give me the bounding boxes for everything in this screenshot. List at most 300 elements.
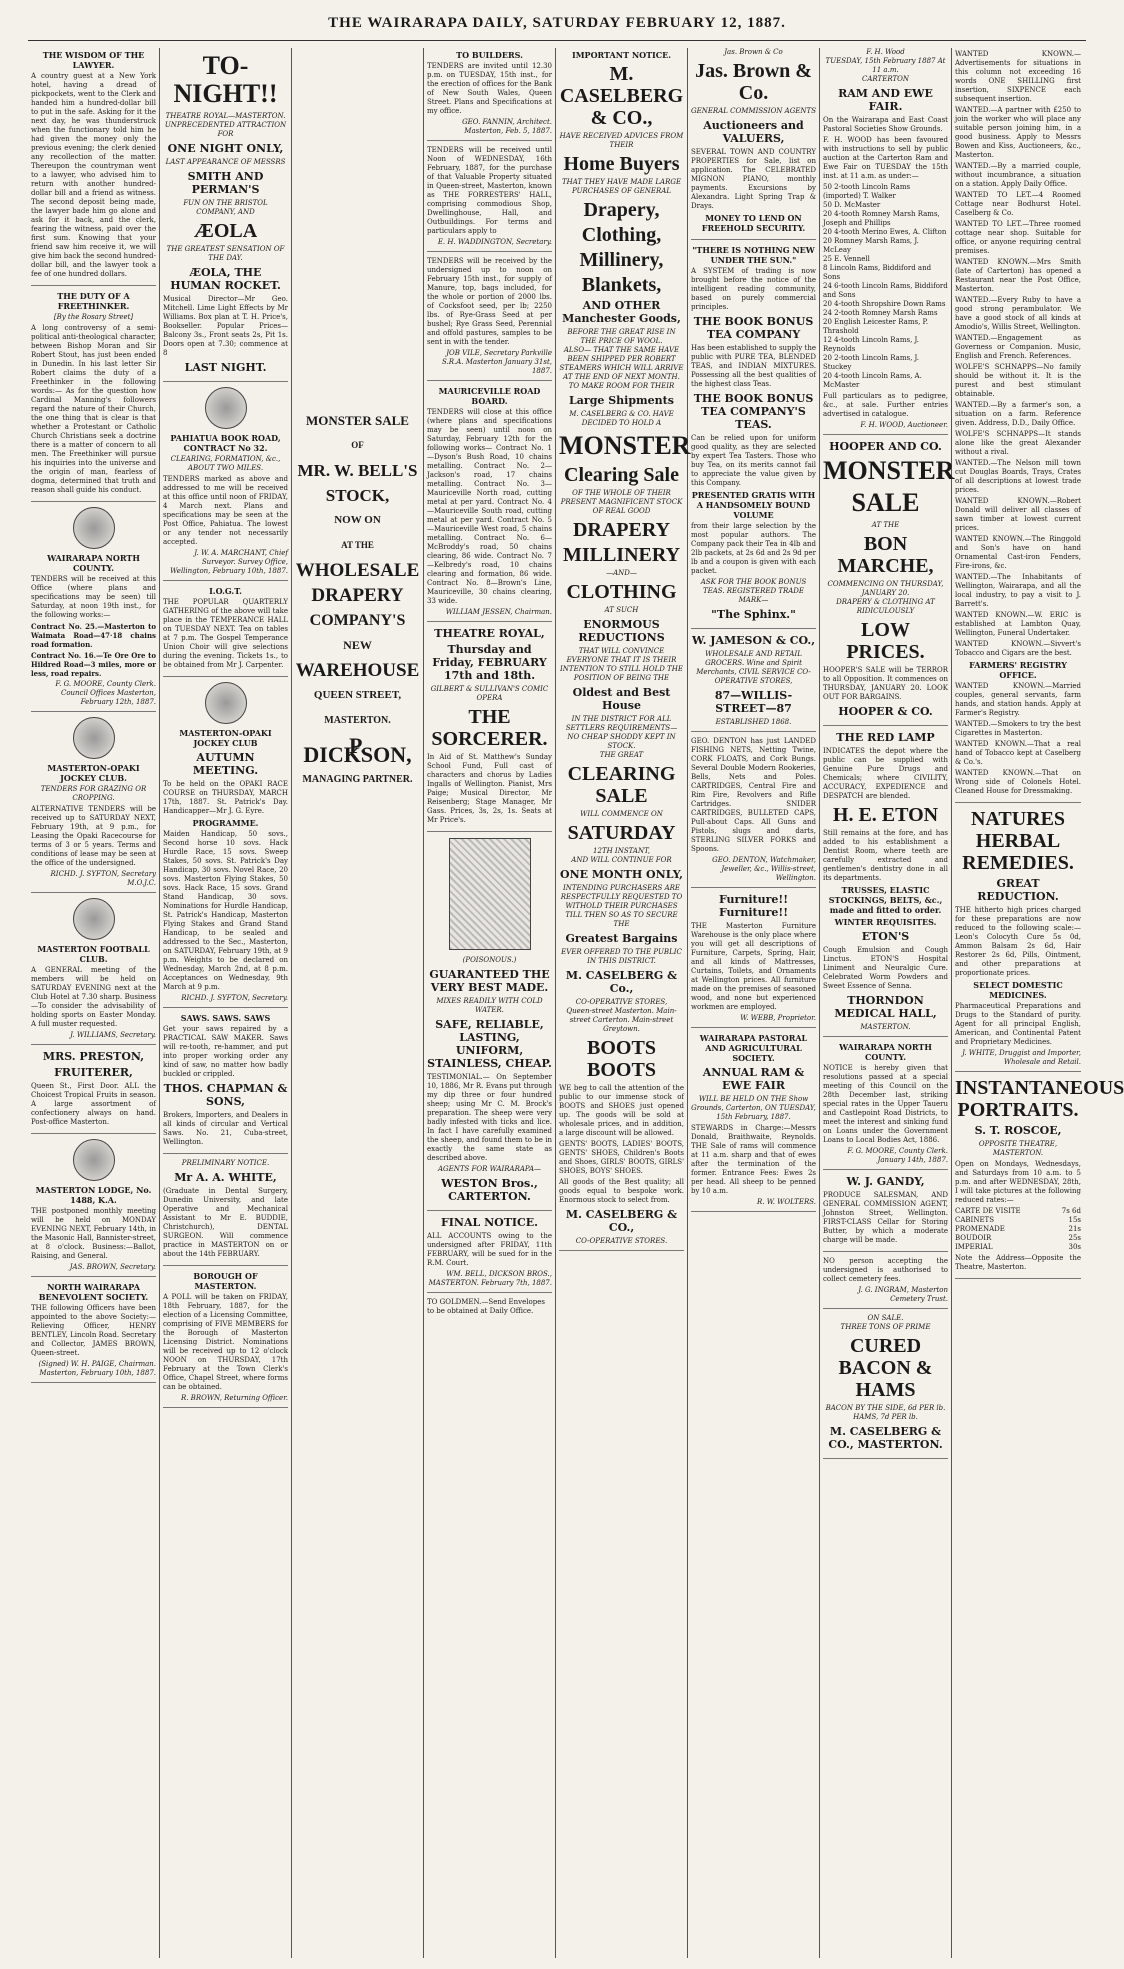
wanted-ad: WANTED.—By a farmer's son, a situation on a farm. Reference given. Address, D.D., Daily Office. bbox=[955, 401, 1081, 427]
poison-label: (POISONOUS.) bbox=[462, 956, 517, 964]
tonight-line3: LAST APPEARANCE OF MESSRS bbox=[165, 158, 286, 166]
etons-head: ETON'S bbox=[861, 930, 910, 943]
gandy-head: W. J. GANDY, bbox=[846, 1175, 925, 1188]
autumn-prog: PROGRAMME. bbox=[192, 818, 259, 828]
eton-head: H. E. ETON bbox=[832, 804, 939, 826]
theatre-title: THE SORCERER. bbox=[431, 706, 548, 750]
column-2 bbox=[160, 48, 292, 1958]
weston-sub: AGENTS FOR WAIRARAPA— bbox=[437, 1165, 542, 1173]
dip-ad bbox=[427, 838, 552, 1211]
autumn-signature: RICHD. J. SYFTON, Secretary. bbox=[181, 994, 288, 1002]
bell-line-6: AT THE bbox=[341, 540, 374, 550]
jameson-addr: 87—WILLIS-STREET—87 bbox=[714, 689, 793, 715]
mauriceville-signature: WILLIAM JESSEN, Chairman. bbox=[445, 608, 552, 616]
preston-sub: FRUITERER, bbox=[54, 1066, 133, 1079]
opaki-text: ALTERNATIVE TENDERS will be received up to SATURDAY NEXT, February 19th, at 9 p.m., for Leasing the Opaki Racecourse for terms of 3 or 5 years. Terms and conditions of lease may be seen at the office of the undersigned. bbox=[31, 805, 156, 867]
wanted-ad: WANTED KNOWN.—Robert Donald will deliver all classes of sawn timber at lowest current prices. bbox=[955, 497, 1081, 532]
roscoe-ad bbox=[955, 1077, 1124, 1279]
bonus-tea-ad bbox=[691, 245, 816, 629]
sheep-lot: 20 4-tooth Merino Ewes, A. Clifton bbox=[823, 228, 947, 236]
bell-line-3: MR. W. BELL'S bbox=[297, 461, 418, 480]
white-head: Mr A. A. WHITE, bbox=[174, 1171, 277, 1184]
furniture-head: Furniture!! Furniture!! bbox=[718, 893, 789, 919]
wood-sub: CARTERTON bbox=[861, 75, 910, 83]
nothing-new: "THERE IS NOTHING NEW UNDER THE SUN." bbox=[692, 245, 815, 265]
preston-head: MRS. PRESTON, bbox=[42, 1050, 145, 1063]
jameson-est: ESTABLISHED 1868. bbox=[715, 718, 792, 726]
county-2-head: WAIRARAPA NORTH COUNTY. bbox=[839, 1042, 932, 1062]
final-signature: WM. BELL, DICKSON BROS., MASTERTON. February 7th, 1887. bbox=[428, 1270, 552, 1287]
borough-signature: R. BROWN, Returning Officer. bbox=[180, 1394, 288, 1402]
bell-line-10: NEW bbox=[343, 638, 372, 652]
wanted-ad: WANTED KNOWN.—W. ERIC is established at Lambton Quay, Wellington, Funeral Undertaker. bbox=[955, 611, 1081, 637]
caselberg-atsuch: AT SUCH bbox=[604, 606, 639, 614]
sheep-lot: 24 2-tooth Romney Marsh Rams bbox=[823, 309, 938, 317]
sheep-lot: 12 4-tooth Lincoln Rams, J. Reynolds bbox=[823, 336, 920, 353]
county-signature: F. G. MOORE, County Clerk. Council Offices Masterton, February 12th, 1887. bbox=[55, 680, 156, 706]
pastoral-ad bbox=[691, 1033, 816, 1212]
bell-line-13: MASTERTON. bbox=[324, 715, 391, 726]
caselberg-instant: 12TH INSTANT, bbox=[593, 847, 650, 855]
sphinx-sub: ASK FOR THE BOOK BONUS TEAS. REGISTERED TRADE MARK— bbox=[700, 578, 807, 604]
bacon-onsale: ON SALE. bbox=[867, 1314, 904, 1322]
benev-signature: (Signed) W. H. PAIGE, Chairman. Masterton, February 10th, 1887. bbox=[38, 1360, 156, 1377]
column-5 bbox=[556, 48, 691, 1958]
autumn-meeting bbox=[163, 682, 288, 1008]
cemetery-notice bbox=[823, 1257, 948, 1309]
caselberg-month: ONE MONTH ONLY, bbox=[559, 868, 683, 881]
football-notice bbox=[31, 898, 156, 1045]
price-size: BOUDOIR bbox=[955, 1234, 992, 1242]
natures-head: NATURES HERBAL REMEDIES. bbox=[962, 808, 1074, 874]
column-7-top: F. H. Wood bbox=[866, 48, 905, 56]
forresters-text: TENDERS will be received until Noon of WEDNESDAY, 16th February, 1887, for the purchase of that Valuable Property situated in Queen-street, Masterton, known as THE FORRESTERS' HALL, comprising commodious Shop, Dwellinghouse, Hall, and Outbuildings. For terms and particulars apply to bbox=[427, 146, 552, 235]
ram-fair-sub: WILL BE HELD ON THE Show Grounds, Carterton, ON TUESDAY, 15th February, 1887. bbox=[691, 1095, 816, 1121]
denton-ad bbox=[691, 737, 816, 888]
caselberg-clearing-2: CLEARING SALE bbox=[567, 763, 676, 807]
caselberg-clearing: Clearing Sale bbox=[564, 464, 679, 486]
guarantee-list: SAFE, RELIABLE, LASTING, UNIFORM, STAINLESS, CHEAP. bbox=[427, 1018, 552, 1070]
wanted-ad: WANTED KNOWN.—That a real hand of Tobacco kept at Caselberg & Co.'s. bbox=[955, 740, 1081, 766]
roscoe-note: Note the Address—Opposite the Theatre, Masterton. bbox=[955, 1254, 1081, 1271]
wanted-ad: WANTED KNOWN.—Married couples, general servants, farm hands, and station hands. Apply at Farmer's Registry. bbox=[955, 682, 1081, 717]
boots-note: All goods of the Best quality; all goods equal to bespoke work. Enormous stock to select from. bbox=[559, 1178, 684, 1204]
masthead: THE WAIRARAPA DAILY, SATURDAY FEBRUARY 12, 1887. bbox=[328, 15, 786, 31]
pahiatua-text: TENDERS marked as above and addressed to me will be received at this office until noon of FRIDAY, 4 March next. Plans and specifications may be seen at the Post Office, Pahiatua. The lowest or any tender not necessarily accepted. bbox=[163, 475, 288, 546]
wood-text: F. H. WOOD has been favoured with instructions to sell by public auction at the Carterton Ram and Ewe Fair on TUESDAY the 15th inst. at 11 a.m. as under:— bbox=[823, 136, 948, 180]
saws-ad bbox=[163, 1013, 288, 1154]
jameson-sub: WHOLESALE AND RETAIL GROCERS. Wine and Spirit Merchants, CIVIL SERVICE CO-OPERATIVE STORES, bbox=[696, 650, 811, 685]
horse-icon bbox=[73, 717, 115, 759]
sheep-lot: 25 E. Vennell bbox=[823, 255, 870, 263]
mauriceville-text: TENDERS will close at this office (where plans and specifications may be seen) until noon on Saturday, February 12th for the following works— Contract No. 1—Dyson's Bush Road, 10 chains metalling. Contract No. 2—Jackson's road, 17 chains metalling. Contract No. 3—Mauriceville North road, cutting metal at per yard. Contract No. 4—Mauriceville South road, cutting metal at per yard. Contract No. 5—Mauriceville West road, 5 chains metalling. Contract No. 6—McBroddy's road, 50 chains clearing, 86 wide. Contract No. 7—Kelbredy's road, 10 chains clearing and formation, 86 wide. Contract No. 8—Brown's Line, Mauriceville, 30 chains clearing, 33 wide. bbox=[427, 408, 552, 605]
caselberg-advices: HAVE RECEIVED ADVICES FROM THEIR bbox=[559, 132, 684, 149]
county-2-text: NOTICE is hereby given that resolutions passed at a special meeting of this Council on the 28th December last, striking special rates in the Upper Taueru and Castlepoint Road Districts, to meet the interest and sinking fund on Loans under the Government Loans to Local Bodies Act, 1886. bbox=[823, 1064, 948, 1144]
wood-date: TUESDAY, 15th February 1887 At 11 a.m. bbox=[825, 57, 946, 74]
iogt-notice bbox=[163, 586, 288, 677]
sheep-lot: 50 D. McMaster bbox=[823, 201, 881, 209]
racehorse-icon bbox=[205, 682, 247, 724]
benevolent-notice bbox=[31, 1282, 156, 1383]
boots-coop: CO-OPERATIVE STORES. bbox=[575, 1237, 668, 1245]
caselberg-goods-2: Clothing, bbox=[581, 224, 662, 246]
caselberg-convince: THAT WILL CONVINCE EVERYONE THAT IT IS THEIR INTENTION TO STILL HOLD THE POSITION OF BEING THE bbox=[560, 647, 683, 682]
caselberg-addresses: Queen-street Masterton. Main-street Carterton. Main-street Greytown. bbox=[566, 1007, 677, 1033]
theatre-ad bbox=[427, 627, 552, 832]
price-value: 7s 6d bbox=[1061, 1207, 1081, 1215]
wanted-ad: WANTED TO LET.—4 Roomed Cottage near Bodhurst Hotel. Caselberg & Co. bbox=[955, 191, 1081, 217]
caselberg-oldest: Oldest and Best House bbox=[572, 686, 671, 712]
caselberg-clothing: CLOTHING bbox=[566, 581, 677, 603]
columns bbox=[28, 48, 1124, 1958]
borough-head: BOROUGH OF MASTERTON. bbox=[193, 1271, 258, 1291]
wanted-ad: WANTED.—By a married couple, without incumbrance, a situation on a station. Apply Daily Office. bbox=[955, 162, 1081, 188]
pahiatua-head: PAHIATUA BOOK ROAD, CONTRACT No 32. bbox=[170, 433, 281, 453]
theatre-head: THEATRE ROYAL, bbox=[434, 627, 545, 640]
tonight-head: TO-NIGHT!! bbox=[173, 51, 278, 108]
caselberg-coop: CO-OPERATIVE STORES, bbox=[575, 998, 668, 1006]
builders-signature: GEO. FANNIN, Architect. Masterton, Feb. 5, 1887. bbox=[462, 118, 552, 135]
caselberg-millinery: MILLINERY bbox=[562, 544, 681, 566]
final-notice bbox=[427, 1216, 552, 1293]
column-3 bbox=[292, 48, 424, 1958]
bonus-present-text: from their large selection by the most popular authors. The Company pack their Tea in 4lb and 2lb packets, at 2s 6d and 2s 9d per lb and a coupon is given with each packet. bbox=[691, 522, 816, 575]
wisdom-text: A country guest at a New York hotel, having a dread of pickpockets, went to the Clerk and handed him a hundred-dollar bill to put in the safe. Asking for it the next day, he was thunderstruck when the functionary told him he had given the money only the previous evening; the clerk denied any recollection of the matter. Thereupon the countryman went to a lawyer, who advised him to return with another hundred-dollar bill and a friend as witness. The second deposit being made, the lawyer bade him go alone and ask for it back, and the clerk, fearing the witness, paid over the first sum. Knowing that your friend saw him receive it, we will give him back the second hundred-dollar bill, and the lawyer took a fee of one hundred dollars. bbox=[31, 72, 156, 278]
price-value: 15s bbox=[1068, 1216, 1081, 1224]
brown-money: MONEY TO LEND ON FREEHOLD SECURITY. bbox=[701, 213, 806, 233]
masthead-rule bbox=[28, 40, 1086, 41]
wanted-ad: WANTED KNOWN.—That on Wrong side of Colonels Hotel. Cleaned House for Dressmaking. bbox=[955, 769, 1081, 795]
white-text: (Graduate in Dental Surgery, Dunedin University, and late Operative and Mechanical Assistant to Mr E. BUDDIE, Christchurch), DENTAL SURGEON. Will commence practice in MASTERTON on or about the 14th FEBRUARY. bbox=[163, 1187, 288, 1258]
natures-text: THE hitherto high prices charged for these preparations are now reduced to the following scale:— Leon's Colocyth Cure 5s 0d, Ammon Balsam 2s 6d, Hair Restorer 2s 6d, Pills, Ointment, and other preparations at proportionate prices. bbox=[955, 906, 1081, 977]
caselberg-decided: M. CASELBERG & CO. HAVE DECIDED TO HOLD A bbox=[569, 410, 674, 427]
sheep-lot: 20 4-tooth Shropshire Down Rams bbox=[823, 300, 946, 308]
guarantee-text: TESTIMONIAL.— On September 10, 1886, Mr R. Evans put through my dip three or four hundred sheep; using Mr C. M. Brock's preparation. The sheep were very badly infested with ticks and lice. In fact I have carefully examined the sheep, and found them to be in exactly the same state as described above. bbox=[427, 1073, 552, 1162]
caselberg-saturday: SATURDAY bbox=[567, 822, 676, 844]
bell-line-2: OF bbox=[351, 440, 364, 450]
county-notice-2 bbox=[823, 1042, 948, 1170]
pahiatua-signature: J. W. A. MARCHANT, Chief Surveyor. Survey Office, Wellington, February 10th, 1887. bbox=[170, 549, 288, 575]
goldmen-notice: TO GOLDMEN.—Send Envelopes to be obtained at Daily Office. bbox=[427, 1298, 545, 1315]
football-head: MASTERTON FOOTBALL CLUB. bbox=[37, 944, 150, 964]
select-head: SELECT DOMESTIC MEDICINES. bbox=[973, 980, 1063, 1000]
preston-ad bbox=[31, 1050, 156, 1134]
wolfe-ad: WOLFE'S SCHNAPPS—It stands alone like the great Alexander without a rival. bbox=[955, 430, 1081, 456]
wood-signature: F. H. WOOD, Auctioneer. bbox=[860, 421, 948, 429]
sheep-lot: 20 2-tooth Lincoln Rams, J. Stuckey bbox=[823, 354, 920, 371]
furniture-signature: W. WEBB, Proprietor. bbox=[740, 1014, 816, 1022]
hooper-ad bbox=[823, 440, 955, 726]
bell-line-7: WHOLESALE bbox=[295, 560, 420, 581]
guarantee: GUARANTEED THE VERY BEST MADE. bbox=[429, 968, 550, 994]
denton-signature: GEO. DENTON, Watchmaker, Jeweller, &c., Willis-street, Wellington. bbox=[712, 856, 816, 882]
theatre-text: In Aid of St. Matthew's Sunday School Fund, Full cast of characters and chorus by Ladies Ingalls of Wellington. Pianist, Mrs Paige; Musical Director, Mr Reisenberg; Stage Manager, Mr Gass. Prices, 3s, 2s, 1s. Seats at Mr Price's. bbox=[427, 753, 552, 824]
duty-article bbox=[31, 291, 156, 502]
saws-text: Get your saws repaired by a PRACTICAL SAW MAKER. Saws will re-tooth, re-hammer, and put into proper working order any kind of saw, no matter how badly buckled or crippled. bbox=[163, 1025, 288, 1078]
autumn-text: To be held on the OPAKI RACE COURSE on THURSDAY, MARCH 17th, 1887. St. Patrick's Day. Handicapper—Mr J. G. Eyre. bbox=[163, 780, 288, 815]
price-row bbox=[955, 1216, 1081, 1225]
iogt-text: THE POPULAR QUARTERLY GATHERING of the above will take place in the TEMPERANCE HALL on TUESDAY NEXT. Tea on tables at 7 p.m. The Gospel Temperance Union Choir will give selections during the evening. Tickets 1s., to be obtained from Mr J. Carpenter. bbox=[163, 598, 288, 669]
eton-winter: WINTER REQUISITES. bbox=[834, 917, 937, 927]
county-text: TENDERS will be received at this Office (where plans and specifications may be seen) till Saturday, at noon 19th inst., for the following works:— bbox=[31, 575, 156, 619]
hooper-monster: MONSTER bbox=[823, 456, 955, 485]
masonic-icon bbox=[73, 1139, 115, 1181]
caselberg-continue: AND WILL CONTINUE FOR bbox=[571, 856, 672, 864]
eton-trusses: TRUSSES, ELASTIC STOCKINGS, BELTS, &c., made and fitted to order. bbox=[828, 885, 943, 915]
herbal-ad bbox=[955, 808, 1081, 1072]
caselberg-goods-5: AND OTHER Manchester Goods, bbox=[562, 299, 681, 325]
caselberg-goods-1: Drapery, bbox=[583, 199, 660, 221]
wanted-ad: WANTED.—Engagement as Governess or Companion. Music, English and French. References. bbox=[955, 334, 1081, 360]
boots-head: BOOTS BOOTS bbox=[587, 1037, 656, 1081]
wanted-ads bbox=[955, 50, 1081, 803]
caselberg-commence: WILL COMMENCE ON bbox=[580, 810, 663, 818]
price-value: 30s bbox=[1068, 1243, 1081, 1251]
tonight-ad bbox=[163, 52, 288, 382]
pukeroa-notice bbox=[427, 257, 552, 381]
sheep-lot: 20 4-tooth Lincoln Rams, A. McMaster bbox=[823, 372, 922, 389]
ram-fair-head: ANNUAL RAM & EWE FAIR bbox=[702, 1066, 805, 1092]
saws-sub: Brokers, Importers, and Dealers in all kinds of circular and Vertical Saws. No. 21, Cuba-street, Wellington. bbox=[163, 1111, 288, 1146]
bonus-head-2: THE BOOK BONUS TEA COMPANY'S TEAS. bbox=[693, 392, 814, 431]
price-size: CARTE DE VISITE bbox=[955, 1207, 1021, 1215]
guarantee-sub: MIXES READILY WITH COLD WATER. bbox=[436, 997, 543, 1014]
wood-intro: On the Wairarapa and East Coast Pastoral Societies Show Grounds. bbox=[823, 116, 948, 133]
column-6 bbox=[688, 48, 820, 1958]
cemetery-text: NO person accepting the undersigned is authorised to collect cemetery fees. bbox=[823, 1257, 948, 1283]
ram-fair-signature: R. W. WOLTERS. bbox=[757, 1198, 816, 1206]
bacon-ad bbox=[823, 1314, 948, 1459]
roscoe-sub: OPPOSITE THEATRE, MASTERTON. bbox=[978, 1140, 1058, 1157]
football-text: A GENERAL meeting of the members will be held on SATURDAY EVENING next at the Club Hotel at 7.30 sharp. Business—To consider the advisability of holding sports on Easter Monday. A full muster requested. bbox=[31, 966, 156, 1028]
sheep-lot: 20 4-tooth Romney Marsh Rams, Joseph and Phillips bbox=[823, 210, 940, 227]
price-row bbox=[955, 1225, 1081, 1234]
select-text: Pharmaceutical Preparations and Drugs to the Standard of purity. Agent for all principal English, American, and Continental Patent and Proprietary Medicines. bbox=[955, 1002, 1081, 1046]
caselberg-buyers: Home Buyers bbox=[563, 153, 680, 175]
county-contract-2: Contract No. 16.—Te Ore Ore to Hildred Road—3 miles, more or less, road repairs. bbox=[31, 651, 156, 678]
hooper-signature: HOOPER & CO. bbox=[838, 705, 933, 718]
column-6-top: Jas. Brown & Co bbox=[724, 48, 783, 56]
bell-line-11: WAREHOUSE bbox=[295, 660, 420, 681]
price-size: CABINETS bbox=[955, 1216, 995, 1224]
wolfe-ad: WOLFE'S SCHNAPPS—No family should be without it. It is the purest and best stimulant obtainable. bbox=[955, 363, 1081, 398]
sheep-lot: 20 English Leicester Rams, P. Thrashold bbox=[823, 318, 929, 335]
pastoral-head: WAIRARAPA PASTORAL AND AGRICULTURAL SOCIETY. bbox=[699, 1033, 808, 1063]
gandy-text: PRODUCE SALESMAN, AND GENERAL COMMISSION AGENT, Johnston Street, Wellington. FIRST-CLASS Cellar for Storing Butter, by which a moderate charge will be made. bbox=[823, 1191, 948, 1244]
caselberg-also: ALSO— THAT THE SAME HAVE BEEN SHIPPED PER ROBERT STEAMERS WHICH WILL ARRIVE AT THE END OF NEXT MONTH. bbox=[559, 346, 684, 381]
hooper-drapery: DRAPERY & CLOTHING AT RIDICULOUSLY bbox=[836, 598, 935, 615]
wanted-ad: WANTED.—A partner with £250 to join the worker who will place any suitable person joining him, in a good business. Apply to Messrs Bowen and Kiss, Auctioneers, &c., Masterton. bbox=[955, 106, 1081, 159]
caselberg-before: BEFORE THE GREAT RISE IN THE PRICE OF WOOL. bbox=[567, 328, 676, 345]
instant-head: INSTANTANEOUS PORTRAITS. bbox=[955, 1077, 1124, 1121]
bell-line-12: QUEEN STREET, bbox=[313, 689, 402, 701]
caselberg-shipments: Large Shipments bbox=[569, 394, 674, 407]
column-4 bbox=[424, 48, 556, 1958]
roscoe-text: Open on Mondays, Wednesdays, and Saturdays from 10 a.m. to 5 p.m. and after WEDNESDAY, 28th, I will take pictures at the following reduced rates:— bbox=[955, 1160, 1081, 1204]
furniture-ad bbox=[691, 893, 816, 1028]
duty-head: THE DUTY OF A FREETHINKER. bbox=[57, 291, 130, 311]
wisdom-head: THE WISDOM OF THE LAWYER. bbox=[42, 50, 145, 70]
hooper-low: LOW PRICES. bbox=[846, 619, 925, 663]
thorndon-head: THORNDON MEDICAL HALL, bbox=[834, 994, 937, 1020]
autumn-head: MASTERTON-OPAKI JOCKEY CLUB bbox=[179, 728, 272, 748]
bell-line-8: DRAPERY bbox=[311, 585, 404, 606]
brown-text: SEVERAL TOWN AND COUNTRY PROPERTIES for Sale, list on application. The CELEBRATED MIGNON PIANO, monthly payments. Excursions by Alexandra. Light Spring Trap & Drays. bbox=[691, 148, 816, 210]
gandy-ad bbox=[823, 1175, 948, 1252]
mauriceville-head: MAURICEVILLE ROAD BOARD. bbox=[438, 386, 541, 406]
caselberg-name: M. CASELBERG & CO., bbox=[559, 63, 684, 129]
price-row bbox=[955, 1234, 1081, 1243]
registry-head: FARMERS' REGISTRY OFFICE. bbox=[969, 660, 1067, 680]
roscoe-head: S. T. ROSCOE, bbox=[974, 1124, 1062, 1137]
tonight-line1: UNPRECEDENTED ATTRACTION FOR bbox=[164, 121, 287, 138]
hooper-head: HOOPER AND CO. bbox=[829, 440, 942, 453]
county-2-signature: F. G. MOORE, County Clerk. January 14th, 1887. bbox=[847, 1147, 948, 1164]
football-player-icon bbox=[73, 898, 115, 940]
borough-notice bbox=[163, 1271, 288, 1408]
eton-ad bbox=[823, 731, 948, 1037]
lamp-head: THE RED LAMP bbox=[836, 731, 935, 744]
pukeroa-text: TENDERS will be received by the undersigned up to noon on February 15th inst., for supply of Manure, top, bags included, for the whole or portion of 2000 lbs. of Cocksfoot seed, per lb; 2250 lbs. of Rye-Grass Seed at per bushel; Rye Grass Seed, Perennial and offold pastures, samples to be sent in with the tender. bbox=[427, 257, 552, 346]
hooper-commencing: COMMENCING ON THURSDAY, JANUARY 20. bbox=[827, 580, 944, 597]
furniture-text: THE Masterton Furniture Warehouse is the only place where you will get all descriptions of Furniture, Carpets, Spring, Hair, and all kinds of Mattresses, Curtains, Toilets, and Ornaments at Wellington prices. All furniture made on the premises of seasoned wood, and none but experienced workmen are employed. bbox=[691, 922, 816, 1011]
tonight-aeola: ÆOLA bbox=[193, 220, 258, 242]
bell-line-5: NOW ON bbox=[334, 514, 381, 526]
caselberg-intending: INTENDING PURCHASERS ARE RESPECTFULLY REQUESTED TO WITHOLD THEIR PURCHASES TILL THEN SO AS TO SECURE THE bbox=[560, 884, 683, 928]
builders-text: TENDERS are invited until 12.30 p.m. on TUESDAY, 15th inst., for the erection of offices for the Bank of New South Wales, Queen Street. Plans and Specifications at my office. bbox=[427, 62, 552, 115]
bonus-text-2: Can be relied upon for uniform good quality, as they are selected by expert Tea Tasters. Those who buy Tea, on its merits cannot fail to appreciate the value given by this Company. bbox=[691, 434, 816, 487]
lodge-head: MASTERTON LODGE, No. 1488, K.A. bbox=[35, 1185, 152, 1205]
system-text: A SYSTEM of trading is now brought before the notice of the intelligent reading community, based on purely commercial principles. bbox=[691, 267, 816, 311]
column-8 bbox=[952, 48, 1124, 1958]
wanted-ad: WANTED KNOWN.—Sivvert's Tobacco and Cigars are the best. bbox=[955, 640, 1081, 657]
select-signature: J. WHITE, Druggist and Importer, Wholesale and Retail. bbox=[962, 1049, 1081, 1066]
forresters-notice bbox=[427, 146, 552, 252]
column-1 bbox=[28, 48, 160, 1958]
hooper-at: AT THE bbox=[871, 521, 900, 529]
wanted-ad: WANTED TO LET.—Three roomed cottage near shop. Suitable for office, or anyone requiring central premises. bbox=[955, 220, 1081, 255]
tonight-names: SMITH AND PERMAN'S bbox=[187, 170, 264, 196]
tonight-last: LAST NIGHT. bbox=[184, 361, 267, 374]
roscoe-price-list bbox=[955, 1207, 1081, 1252]
iogt-head: I.O.G.T. bbox=[209, 586, 242, 596]
boots-list: GENTS' BOOTS, LADIES' BOOTS, GENTS' SHOES, Children's Boots and Shoes, GIRLS' BOOTS, GIRLS' SHOES, BOYS' SHOES. bbox=[559, 1140, 684, 1175]
brown-auct: Auctioneers and VALUERS, bbox=[703, 119, 804, 145]
sheep-lot: 24 6-tooth Lincoln Rams, Biddiford and Sons bbox=[823, 282, 948, 299]
county-notice bbox=[31, 507, 156, 712]
caselberg-bargains: Greatest Bargains bbox=[565, 932, 678, 945]
builders-notice bbox=[427, 50, 552, 141]
wanted-ad: WANTED.—Smokers to try the best Cigarettes in Masterton. bbox=[955, 720, 1081, 737]
bell-line-9: COMPANY'S bbox=[309, 612, 406, 629]
caselberg-monster: MONSTER bbox=[559, 431, 691, 460]
column-7 bbox=[820, 48, 955, 1958]
wanted-ad: WANTED.—The Inhabitants of Wellington, Wairarapa, and all the local industry, to pay a visit to J. Barrett's. bbox=[955, 573, 1081, 608]
opaki-sub: TENDERS FOR GRAZING OR CROPPING. bbox=[40, 785, 147, 802]
coat-of-arms-icon bbox=[73, 507, 115, 549]
bell-line-4: STOCK, bbox=[325, 486, 390, 505]
bell-line-1: MONSTER SALE bbox=[306, 413, 409, 428]
lodge-notice bbox=[31, 1139, 156, 1277]
price-row bbox=[955, 1207, 1081, 1216]
bonus-present: PRESENTED GRATIS WITH A HANDSOMELY BOUND VOLUME bbox=[691, 490, 816, 520]
wood-ram-ad bbox=[823, 57, 948, 435]
caselberg-stock: OF THE WHOLE OF THEIR PRESENT MAGNIFICENT STOCK OF REAL GOOD bbox=[560, 489, 683, 515]
eton-text: Still remains at the fore, and has added to his establishment a Dentist Room, where teeth are carefully extracted and gentlemen's dentistry done in all its departments. bbox=[823, 829, 948, 882]
bacon-head: CURED BACON & HAMS bbox=[838, 1335, 933, 1401]
weston-head: WESTON Bros., CARTERTON. bbox=[441, 1177, 538, 1203]
price-row bbox=[955, 1243, 1081, 1252]
caselberg-goods-4: Blankets, bbox=[581, 274, 662, 296]
bonus-text: Has been established to supply the public with PURE TEA, BLENDED TEAS, and INDIAN MIXTURES. Possessing all the best qualities of the highest class Teas. bbox=[691, 344, 816, 388]
ram-fair-text: STEWARDS in Charge:—Messrs Donald, Braithwaite, Reynolds. THE Sale of rams will commence at 11 a.m. sharp and that of ewes after the termination of the former. Entrance Fees: Ewes 2s per head. All sheep to be penned by 10 a.m. bbox=[691, 1124, 816, 1195]
white-dentist-ad bbox=[163, 1159, 288, 1266]
tonight-aeola2: ÆOLA, THE HUMAN ROCKET. bbox=[170, 266, 281, 292]
wanted-ad: WANTED KNOWN.—Mrs Smith (late of Carterton) has opened a Restaurant near the Post Office, Masterton. bbox=[955, 258, 1081, 293]
caselberg-name-2: M. CASELBERG & Co., bbox=[565, 969, 678, 995]
pukeroa-signature: JOB VILE, Secretary Parkville S.R.A. Masterton January 31st, 1887. bbox=[441, 349, 552, 375]
caselberg-drapery: DRAPERY bbox=[572, 519, 671, 541]
sheep-lot: 50 2-tooth Lincoln Rams (imported) T. Walker bbox=[823, 183, 911, 200]
caselberg-room: TO MAKE ROOM FOR THEIR bbox=[568, 382, 675, 390]
jameson-ad bbox=[691, 634, 816, 732]
final-head: FINAL NOTICE. bbox=[440, 1216, 539, 1229]
sheep-dip-illustration bbox=[449, 838, 531, 950]
sphinx-mark: "The Sphinx." bbox=[711, 608, 796, 621]
caselberg-purchases: THAT THEY HAVE MADE LARGE PURCHASES OF GENERAL bbox=[561, 178, 682, 195]
builders-head: TO BUILDERS. bbox=[456, 50, 523, 60]
borough-text: A POLL will be taken on FRIDAY, 18th February, 1887, for the election of a Licensing Committee, comprising of FIVE MEMBERS for the Borough of Masterton Licensing District. Nominations will be received up to 12 o'clock NOON on THURSDAY, 17th February at the Town Clerk's Office, Chapel Street, where forms can be obtained. bbox=[163, 1293, 288, 1391]
preston-text: Queen St., First Door. ALL the Choicest Tropical Fruits in season. A large assortment of confectionery always on hand. Post-office Masterton. bbox=[31, 1082, 156, 1126]
tonight-sub: THEATRE ROYAL—MASTERTON. bbox=[165, 112, 286, 120]
bell-line-15: MANAGING PARTNER. bbox=[302, 774, 413, 785]
brown-ad bbox=[691, 60, 816, 240]
lodge-text: THE postponed monthly meeting will be held on MONDAY EVENING NEXT, February 14th, in the Masonic Hall, Bannister-street, at 8 o'clock. Business:—Ballot, Raising, and General. bbox=[31, 1207, 156, 1260]
white-sub: PRELIMINARY NOTICE. bbox=[181, 1159, 270, 1167]
autumn-races: Maiden Handicap, 50 sovs., Second horse 10 sovs. Hack Hurdle Race, 15 sovs. Sweep Stakes, 50 sovs. St. Patrick's Day Handicap, 30 sovs. Novel Race, 20 sovs. Masterton Flying Stakes, 50 sovs. Hack Race, 15 sovs. Grand Stand Handicap, 30 sovs. Nominations for Hurdle Handicap, St. Patrick's Handicap, Masterton Flying Stakes and Grand Stand Handicap, to be sealed and addressed to the Sec., Masterton, on SATURDAY, February 19th, at 9 p.m. Weights to be declared on Wednesday, March 2nd, at 8 p.m. Acceptances on Wednesday, 9th March at 9 p.m. bbox=[163, 830, 288, 991]
wisdom-article bbox=[31, 50, 156, 286]
hooper-sale: SALE bbox=[851, 488, 920, 517]
caselberg-great: THE GREAT bbox=[599, 751, 644, 759]
caselberg-goods-3: Millinery, bbox=[579, 249, 664, 271]
natures-reduction: GREAT REDUCTION. bbox=[977, 877, 1059, 903]
caselberg-district: IN THE DISTRICT FOR ALL SETTLERS REQUIREMENTS— NO CHEAP SHODDY KEPT IN STOCK. bbox=[565, 715, 678, 750]
bacon-tons: THREE TONS OF PRIME bbox=[840, 1323, 931, 1331]
county-head: WAIRARAPA NORTH COUNTY. bbox=[47, 553, 140, 573]
opaki-notice bbox=[31, 717, 156, 893]
duty-text: A long controversy of a semi-political anti-theological character, between Bishop Moran and Sir Robert Stout, has just been ended in Dunedin. In his last letter Sir Robert claims the duty of a Freethinker in the following words:— As for the question how Cardinal Manning's followers regard the nature of their Church, the one thing that is clear is that whether a Protestant or Catholic Church Christians seek a doctrine there is a matter of concern to all men. The Freethinker will pursue his inquiries into the universe and the origin of man, fearless of dogma, determined that truth and reason shall guide his conduct. bbox=[31, 324, 156, 494]
wood-sheep-list bbox=[823, 183, 948, 390]
denton-text: GEO. DENTON has just LANDED FISHING NETS, Netting Twine, CORK FLOATS, and Cork Bungs. Several Double Modern Rookeries, Bells, Nets and Poles. CARTRIDGES, Central Fire and Rim Fire, Revolvers and Rifle Cartridges. SNIDER CARTRIDGES, BULLETED CAPS, Pull-about Caps. All Guns and Pistols, slugs and darts, STERLING SILVER FORKS and Spoons. bbox=[691, 737, 816, 853]
notice-head: IMPORTANT NOTICE. bbox=[571, 50, 672, 60]
saws-names: THOS. CHAPMAN & SONS, bbox=[163, 1082, 288, 1108]
hooper-text: HOOPER'S SALE will be TERROR to all Opposition. It commences on THURSDAY, JANUARY 20. LOOK OUT FOR BARGAINS. bbox=[823, 666, 948, 701]
duty-sub: [By the Rosary Street] bbox=[53, 313, 134, 321]
football-signature: J. WILLIAMS, Secretary. bbox=[70, 1031, 156, 1039]
wanted-ad: WANTED.—The Nelson mill town cut Douglas Boards, Trays, Crates of all descriptions at lowest trade prices. bbox=[955, 459, 1081, 494]
caselberg-offered: EVER OFFERED TO THE PUBLIC IN THIS DISTRICT. bbox=[561, 948, 682, 965]
theatre-sub: GILBERT & SULLIVAN'S COMIC OPERA bbox=[430, 685, 549, 702]
price-value: 21s bbox=[1068, 1225, 1081, 1233]
opaki-signature: RICHD. J. SYFTON, Secretary M.O.J.C. bbox=[50, 870, 156, 887]
tonight-line4: FUN ON THE BRISTOL COMPANY, AND bbox=[183, 199, 268, 216]
bacon-signature: M. CASELBERG & CO., MASTERTON. bbox=[828, 1425, 943, 1451]
thorndon-sub: MASTERTON. bbox=[860, 1023, 911, 1031]
etons-text: Cough Emulsion and Cough Linctus. ETON'S Hospital Liniment and Neuralgic Cure. Celebrated Worm Powders and Sweet Essence of Senna. bbox=[823, 946, 948, 990]
bonus-head: THE BOOK BONUS TEA COMPANY bbox=[693, 315, 814, 341]
tonight-line2: ONE NIGHT ONLY, bbox=[167, 142, 284, 155]
caselberg-and: —AND— bbox=[606, 569, 637, 577]
